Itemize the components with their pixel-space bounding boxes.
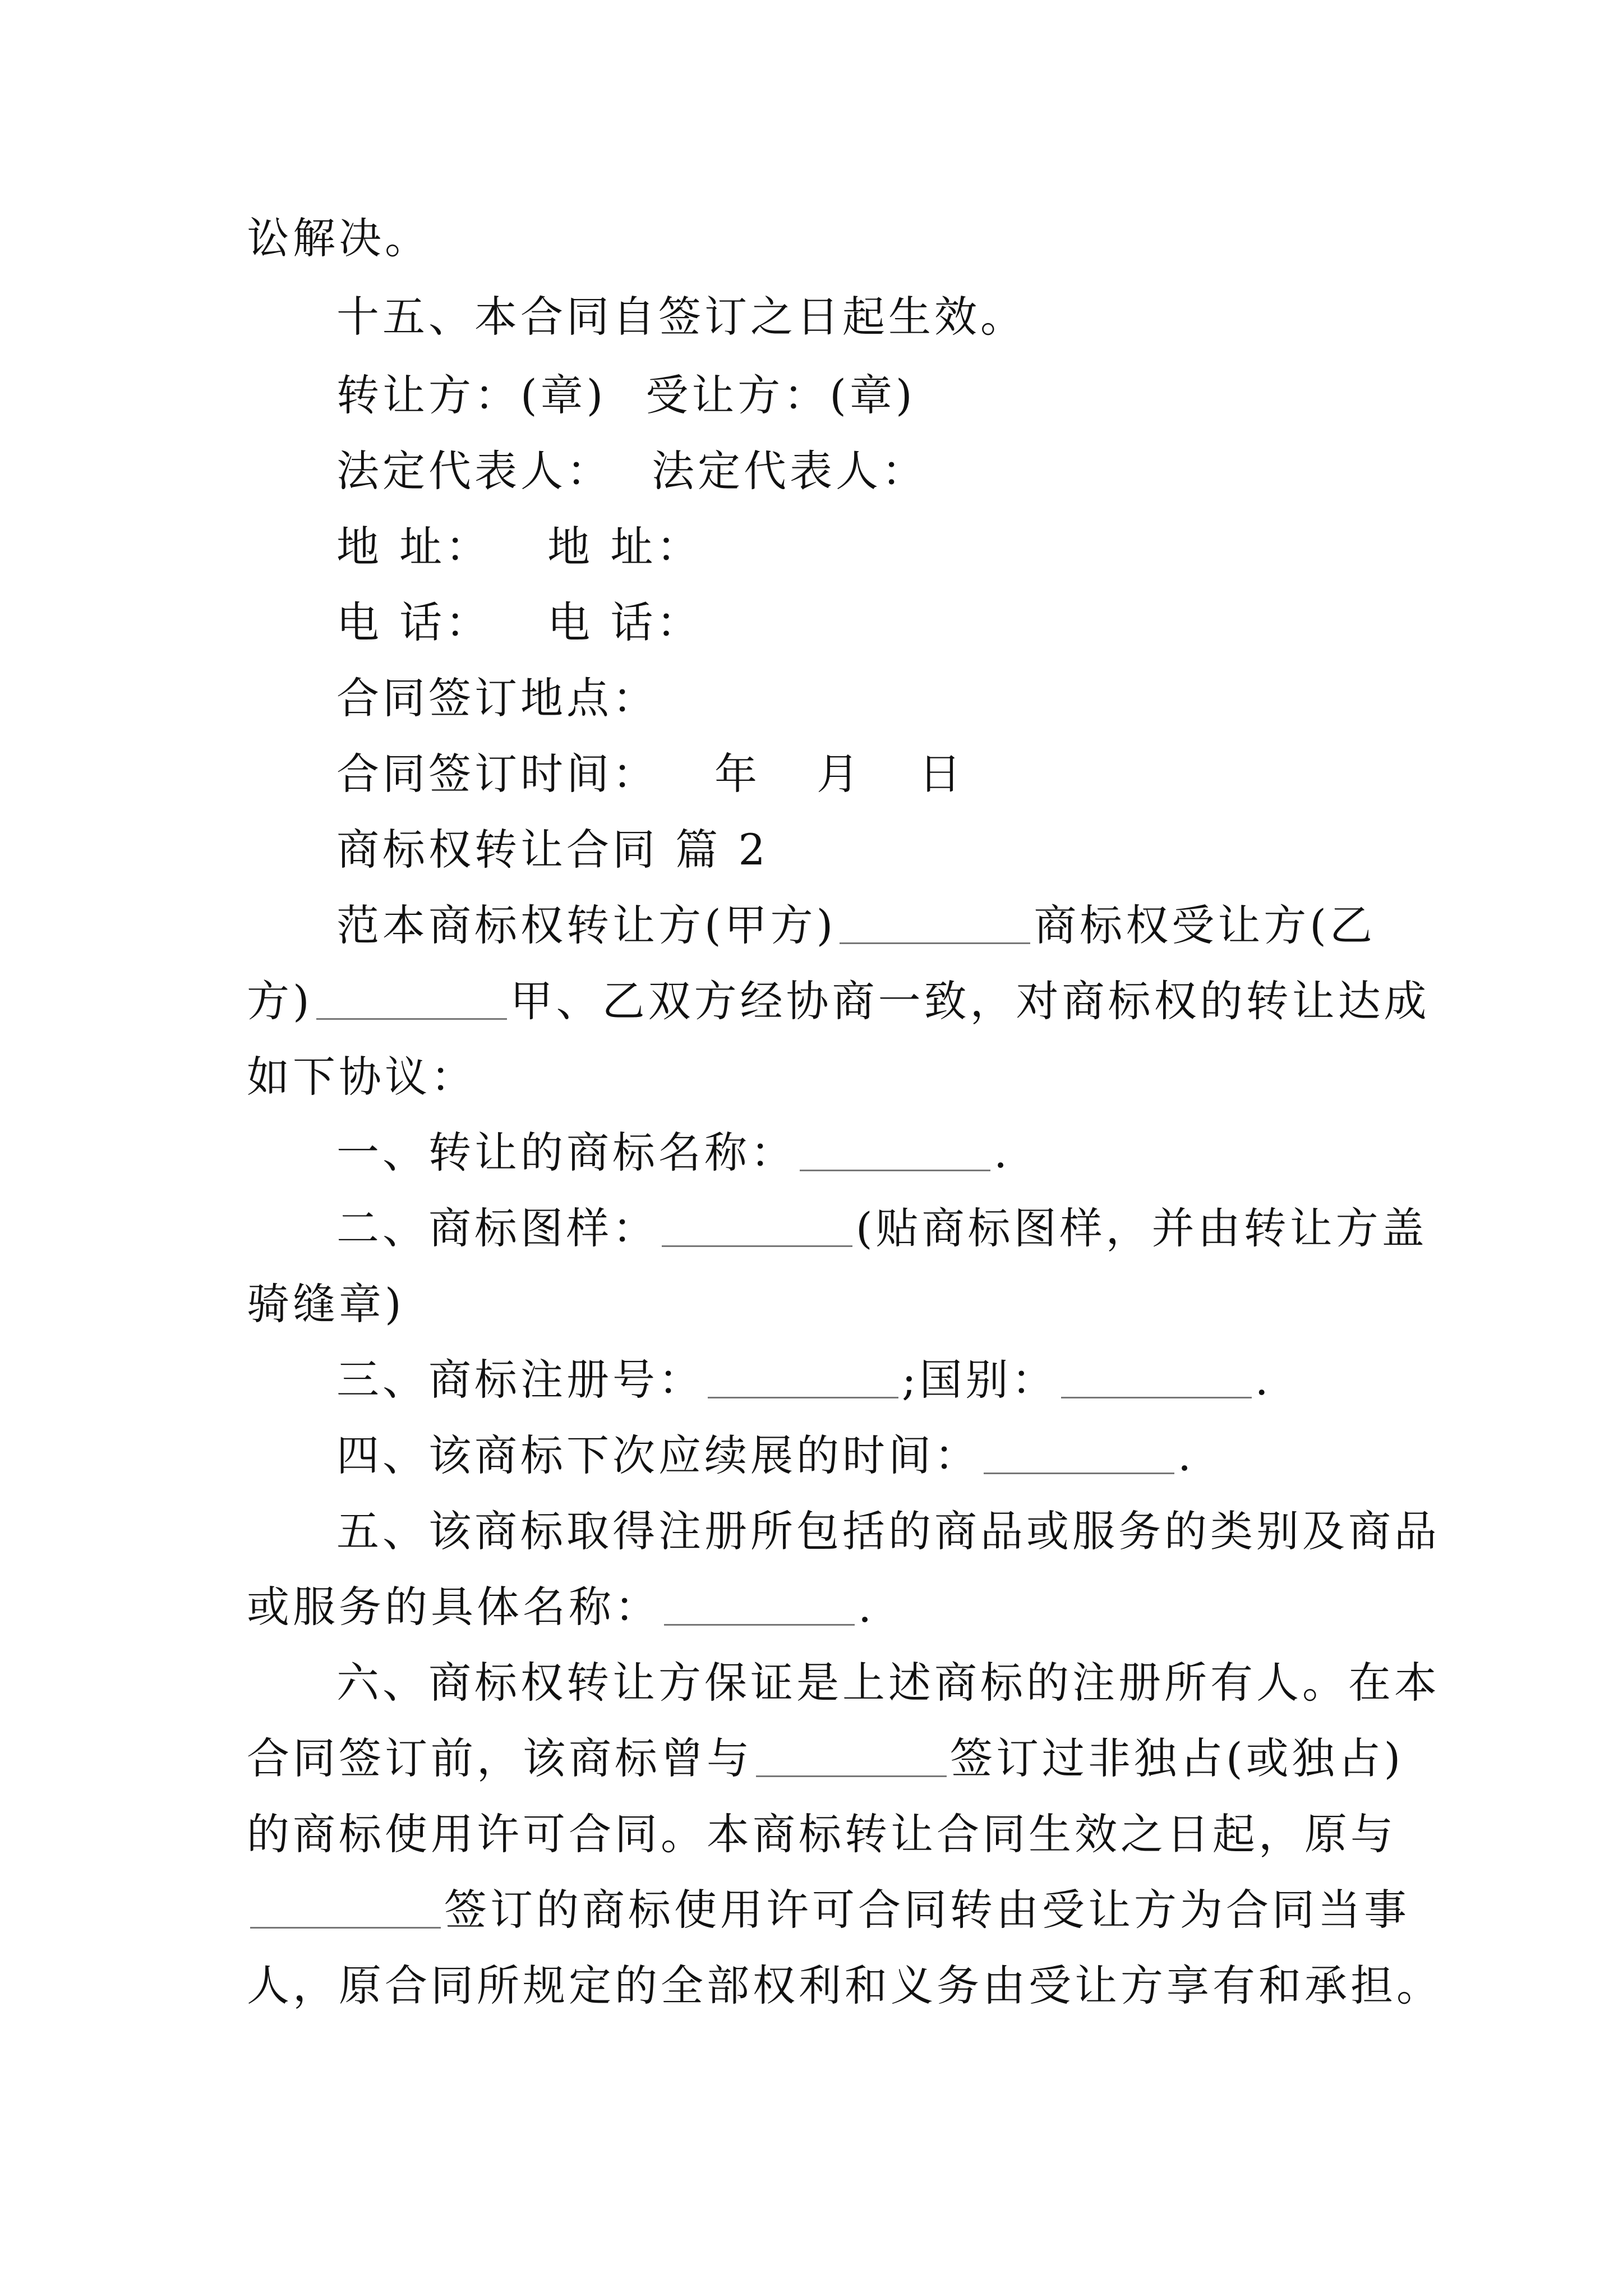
fill-blank (250, 1926, 441, 1929)
text-segment: 方) (247, 976, 313, 1026)
year-label: 年 (714, 749, 760, 799)
text-segment: 四、该商标下次应续展的时间： (336, 1430, 980, 1480)
text-line (247, 965, 1430, 1038)
fill-blank (664, 1623, 855, 1626)
text-segment: 三、商标注册号： (336, 1355, 704, 1405)
section-title (336, 813, 1391, 886)
text-segment: 签订的商标使用许可合同转由受让方为合同当事 (444, 1885, 1410, 1935)
signature-line (336, 662, 1391, 735)
text-line (247, 202, 1391, 275)
text-segment: 骑缝章) (247, 1279, 405, 1329)
text-segment: (贴商标图样，并由转让方盖 (856, 1203, 1428, 1253)
text-segment: 五、该商标取得注册所包括的商品或服务的类别及商品 (336, 1506, 1440, 1556)
text-line (336, 280, 1391, 353)
text-segment: 六、商标权转让方保证是上述商标的注册所有人。在本 (336, 1658, 1440, 1708)
day-label: 日 (919, 749, 965, 799)
text-segment: 二、商标图样： (336, 1203, 658, 1253)
fill-blank (800, 1169, 990, 1171)
clause-line (336, 1495, 1440, 1568)
month-label: 月 (817, 749, 863, 799)
text-line (247, 1722, 1404, 1795)
clause-line (336, 1343, 1391, 1416)
clause-line (336, 1116, 1391, 1189)
clause-line (336, 1192, 1428, 1265)
text-segment: 十五、本合同自签订之日起生效。 (336, 292, 1026, 342)
text-segment: ;国别： (902, 1355, 1058, 1405)
fill-blank (708, 1396, 898, 1398)
signature-line (336, 359, 1391, 432)
transferee-address-label: 地 址： (547, 522, 703, 572)
text-segment: 如下协议： (247, 1052, 477, 1102)
clause-line (336, 1419, 1391, 1492)
text-line (247, 1268, 1391, 1341)
text-segment: 合同签订前，该商标曾与 (247, 1733, 753, 1783)
fill-blank (1061, 1396, 1252, 1398)
signature-line (336, 738, 1391, 811)
fill-blank (662, 1245, 852, 1247)
signature-line (336, 510, 1391, 583)
text-segment: . (858, 1582, 875, 1632)
transferee-legal-rep-label: 法定代表人： (652, 446, 928, 496)
text-segment: 人，原合同所规定的全部权利和义务由受让方享有和承担。 (247, 1961, 1442, 2010)
text-segment: 甲、乙双方经协商一致，对商标权的转让达成 (510, 976, 1430, 1026)
text-line (247, 1874, 1410, 1947)
fill-blank (316, 1018, 507, 1020)
signature-line (336, 586, 1391, 659)
text-line (247, 1798, 1396, 1871)
text-segment: 范本商标权转让方(甲方) (336, 900, 837, 950)
sign-time-label: 合同签订时间： (336, 749, 658, 799)
text-line (336, 889, 1391, 962)
text-segment: . (1178, 1430, 1195, 1480)
sign-place-label: 合同签订地点： (336, 673, 658, 723)
transferor-legal-rep-label: 法定代表人： (336, 446, 612, 496)
text-segment: 签订过非独占(或独占) (950, 1733, 1404, 1783)
text-segment: 的商标使用许可合同。本商标转让合同生效之日起，原与 (247, 1809, 1396, 1859)
text-segment: 或服务的具体名称： (247, 1582, 661, 1632)
text-line (247, 1949, 1442, 2022)
signature-line (336, 435, 1391, 508)
fill-blank (756, 1775, 947, 1777)
text-segment: 讼解决。 (247, 213, 431, 263)
contract-title: 商标权转让合同 篇 2 (336, 825, 769, 875)
text-segment: . (994, 1128, 1011, 1177)
text-line (247, 1041, 1391, 1114)
transferee-phone-label: 电 话： (547, 597, 703, 647)
fill-blank (984, 1472, 1174, 1474)
transferor-address-label: 地 址： (336, 522, 492, 572)
transferee-stamp-label: 受让方：(章) (645, 370, 916, 420)
transferor-stamp-label: 转让方：(章) (336, 370, 607, 420)
transferor-phone-label: 电 话： (336, 597, 492, 647)
text-segment: 商标权受让方(乙 (1034, 900, 1376, 950)
text-segment: 一、转让的商标名称： (336, 1128, 796, 1177)
text-segment: . (1255, 1355, 1272, 1405)
clause-line (336, 1646, 1440, 1719)
fill-blank (840, 942, 1030, 944)
text-line (247, 1571, 1391, 1644)
